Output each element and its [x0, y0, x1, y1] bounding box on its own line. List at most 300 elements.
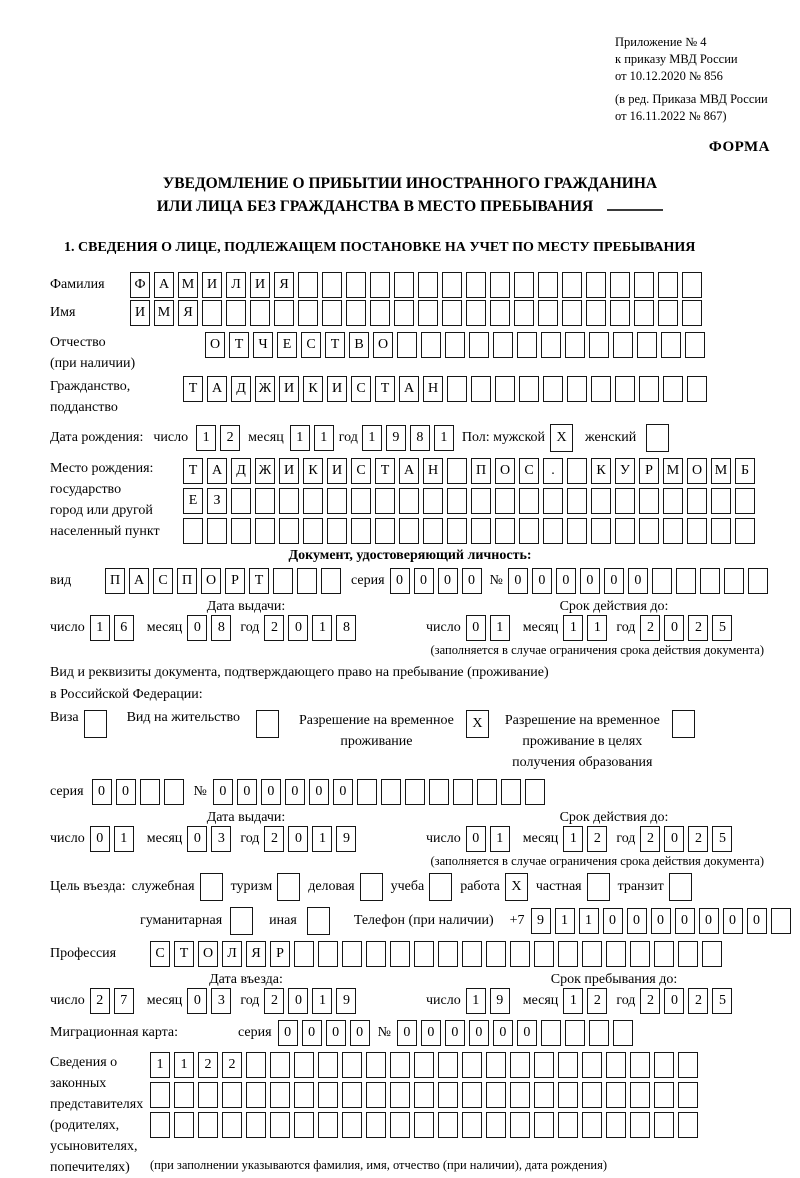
- char-cell[interactable]: [423, 518, 443, 544]
- char-cell[interactable]: 0: [651, 908, 671, 934]
- char-cell[interactable]: 1: [490, 615, 510, 641]
- char-cell[interactable]: [637, 332, 657, 358]
- char-cell[interactable]: [495, 518, 515, 544]
- char-cell[interactable]: [438, 1112, 458, 1138]
- char-cell[interactable]: Н: [423, 376, 443, 402]
- char-cell[interactable]: [462, 1112, 482, 1138]
- char-cell[interactable]: [586, 272, 606, 298]
- char-cell[interactable]: [486, 941, 506, 967]
- char-cell[interactable]: [663, 488, 683, 514]
- char-cell[interactable]: [471, 518, 491, 544]
- char-cell[interactable]: [342, 1082, 362, 1108]
- char-cell[interactable]: 1: [150, 1052, 170, 1078]
- char-cell[interactable]: [231, 518, 251, 544]
- char-cell[interactable]: 1: [196, 425, 216, 451]
- char-cell[interactable]: [534, 1112, 554, 1138]
- char-cell[interactable]: [543, 488, 563, 514]
- char-cell[interactable]: [226, 300, 246, 326]
- char-cell[interactable]: [486, 1052, 506, 1078]
- char-cell[interactable]: 6: [114, 615, 134, 641]
- char-cell[interactable]: [490, 300, 510, 326]
- char-cell[interactable]: О: [198, 941, 218, 967]
- char-cell[interactable]: И: [202, 272, 222, 298]
- char-cell[interactable]: 0: [517, 1020, 537, 1046]
- char-cell[interactable]: [700, 568, 720, 594]
- char-cell[interactable]: [423, 488, 443, 514]
- char-cell[interactable]: [447, 488, 467, 514]
- char-cell[interactable]: [748, 568, 768, 594]
- char-cell[interactable]: [486, 1112, 506, 1138]
- char-cell[interactable]: [150, 1112, 170, 1138]
- char-cell[interactable]: [447, 518, 467, 544]
- char-cell[interactable]: А: [207, 376, 227, 402]
- char-cell[interactable]: [370, 272, 390, 298]
- checkbox[interactable]: [230, 907, 253, 935]
- char-cell[interactable]: 0: [421, 1020, 441, 1046]
- char-cell[interactable]: 0: [278, 1020, 298, 1046]
- char-cell[interactable]: 1: [587, 615, 607, 641]
- char-cell[interactable]: [634, 300, 654, 326]
- char-cell[interactable]: О: [201, 568, 221, 594]
- char-cell[interactable]: Е: [183, 488, 203, 514]
- char-cell[interactable]: [255, 518, 275, 544]
- char-cell[interactable]: 0: [462, 568, 482, 594]
- char-cell[interactable]: [442, 300, 462, 326]
- char-cell[interactable]: О: [495, 458, 515, 484]
- char-cell[interactable]: [630, 1112, 650, 1138]
- char-cell[interactable]: [630, 1052, 650, 1078]
- char-cell[interactable]: [606, 941, 626, 967]
- char-cell[interactable]: [567, 518, 587, 544]
- char-cell[interactable]: [279, 518, 299, 544]
- checkbox[interactable]: X: [550, 424, 573, 452]
- char-cell[interactable]: М: [178, 272, 198, 298]
- char-cell[interactable]: 1: [314, 425, 334, 451]
- char-cell[interactable]: [538, 272, 558, 298]
- char-cell[interactable]: [610, 272, 630, 298]
- char-cell[interactable]: И: [130, 300, 150, 326]
- char-cell[interactable]: К: [303, 376, 323, 402]
- char-cell[interactable]: [678, 941, 698, 967]
- checkbox[interactable]: [429, 873, 452, 901]
- char-cell[interactable]: [438, 1082, 458, 1108]
- char-cell[interactable]: 8: [211, 615, 231, 641]
- char-cell[interactable]: [630, 1082, 650, 1108]
- char-cell[interactable]: 0: [302, 1020, 322, 1046]
- char-cell[interactable]: 8: [410, 425, 430, 451]
- char-cell[interactable]: 0: [187, 615, 207, 641]
- char-cell[interactable]: [462, 941, 482, 967]
- char-cell[interactable]: 3: [211, 988, 231, 1014]
- char-cell[interactable]: С: [519, 458, 539, 484]
- char-cell[interactable]: Т: [375, 376, 395, 402]
- char-cell[interactable]: [294, 941, 314, 967]
- char-cell[interactable]: 0: [285, 779, 305, 805]
- char-cell[interactable]: 0: [675, 908, 695, 934]
- char-cell[interactable]: [495, 488, 515, 514]
- char-cell[interactable]: 1: [362, 425, 382, 451]
- char-cell[interactable]: А: [129, 568, 149, 594]
- char-cell[interactable]: Я: [178, 300, 198, 326]
- char-cell[interactable]: А: [207, 458, 227, 484]
- char-cell[interactable]: 0: [261, 779, 281, 805]
- char-cell[interactable]: 5: [712, 826, 732, 852]
- checkbox[interactable]: [669, 873, 692, 901]
- char-cell[interactable]: [327, 518, 347, 544]
- char-cell[interactable]: 2: [220, 425, 240, 451]
- char-cell[interactable]: [652, 568, 672, 594]
- char-cell[interactable]: С: [153, 568, 173, 594]
- char-cell[interactable]: 2: [264, 988, 284, 1014]
- char-cell[interactable]: [663, 518, 683, 544]
- char-cell[interactable]: 5: [712, 615, 732, 641]
- char-cell[interactable]: [294, 1112, 314, 1138]
- char-cell[interactable]: 2: [640, 988, 660, 1014]
- char-cell[interactable]: [682, 300, 702, 326]
- char-cell[interactable]: [606, 1052, 626, 1078]
- char-cell[interactable]: [357, 779, 377, 805]
- char-cell[interactable]: 0: [580, 568, 600, 594]
- char-cell[interactable]: 0: [326, 1020, 346, 1046]
- char-cell[interactable]: [514, 300, 534, 326]
- char-cell[interactable]: Р: [639, 458, 659, 484]
- char-cell[interactable]: [174, 1112, 194, 1138]
- char-cell[interactable]: [771, 908, 791, 934]
- char-cell[interactable]: [207, 518, 227, 544]
- char-cell[interactable]: Я: [274, 272, 294, 298]
- char-cell[interactable]: [565, 332, 585, 358]
- char-cell[interactable]: [255, 488, 275, 514]
- char-cell[interactable]: [273, 568, 293, 594]
- char-cell[interactable]: [414, 1082, 434, 1108]
- char-cell[interactable]: [654, 1052, 674, 1078]
- checkbox[interactable]: [587, 873, 610, 901]
- char-cell[interactable]: [582, 1082, 602, 1108]
- char-cell[interactable]: [438, 1052, 458, 1078]
- char-cell[interactable]: [514, 272, 534, 298]
- char-cell[interactable]: П: [177, 568, 197, 594]
- char-cell[interactable]: 8: [336, 615, 356, 641]
- char-cell[interactable]: И: [327, 458, 347, 484]
- char-cell[interactable]: 0: [438, 568, 458, 594]
- checkbox[interactable]: [646, 424, 669, 452]
- char-cell[interactable]: [370, 300, 390, 326]
- char-cell[interactable]: [150, 1082, 170, 1108]
- char-cell[interactable]: [246, 1082, 266, 1108]
- char-cell[interactable]: [541, 332, 561, 358]
- char-cell[interactable]: 0: [664, 615, 684, 641]
- char-cell[interactable]: [519, 518, 539, 544]
- char-cell[interactable]: 1: [290, 425, 310, 451]
- char-cell[interactable]: О: [205, 332, 225, 358]
- char-cell[interactable]: 2: [688, 988, 708, 1014]
- char-cell[interactable]: [567, 376, 587, 402]
- char-cell[interactable]: [678, 1112, 698, 1138]
- char-cell[interactable]: [525, 779, 545, 805]
- char-cell[interactable]: [390, 1112, 410, 1138]
- char-cell[interactable]: [477, 779, 497, 805]
- char-cell[interactable]: М: [154, 300, 174, 326]
- char-cell[interactable]: 2: [587, 826, 607, 852]
- char-cell[interactable]: [442, 272, 462, 298]
- char-cell[interactable]: 2: [640, 615, 660, 641]
- char-cell[interactable]: [318, 1052, 338, 1078]
- char-cell[interactable]: [517, 332, 537, 358]
- checkbox[interactable]: X: [505, 873, 528, 901]
- char-cell[interactable]: Т: [183, 376, 203, 402]
- char-cell[interactable]: 1: [490, 826, 510, 852]
- char-cell[interactable]: [418, 300, 438, 326]
- char-cell[interactable]: 1: [563, 988, 583, 1014]
- char-cell[interactable]: [562, 272, 582, 298]
- char-cell[interactable]: [471, 376, 491, 402]
- char-cell[interactable]: У: [615, 458, 635, 484]
- char-cell[interactable]: [543, 376, 563, 402]
- char-cell[interactable]: 2: [688, 826, 708, 852]
- char-cell[interactable]: И: [279, 376, 299, 402]
- char-cell[interactable]: [711, 518, 731, 544]
- char-cell[interactable]: [351, 488, 371, 514]
- char-cell[interactable]: [658, 272, 678, 298]
- char-cell[interactable]: 1: [466, 988, 486, 1014]
- char-cell[interactable]: [562, 300, 582, 326]
- char-cell[interactable]: [634, 272, 654, 298]
- char-cell[interactable]: [493, 332, 513, 358]
- char-cell[interactable]: 0: [723, 908, 743, 934]
- char-cell[interactable]: 0: [699, 908, 719, 934]
- char-cell[interactable]: [510, 1052, 530, 1078]
- char-cell[interactable]: [321, 568, 341, 594]
- char-cell[interactable]: [589, 1020, 609, 1046]
- char-cell[interactable]: [390, 941, 410, 967]
- char-cell[interactable]: [543, 518, 563, 544]
- char-cell[interactable]: [327, 488, 347, 514]
- char-cell[interactable]: Ж: [255, 376, 275, 402]
- char-cell[interactable]: [390, 1052, 410, 1078]
- char-cell[interactable]: [702, 941, 722, 967]
- char-cell[interactable]: [279, 488, 299, 514]
- char-cell[interactable]: [538, 300, 558, 326]
- char-cell[interactable]: [510, 1082, 530, 1108]
- checkbox[interactable]: [307, 907, 330, 935]
- char-cell[interactable]: [541, 1020, 561, 1046]
- char-cell[interactable]: 0: [187, 988, 207, 1014]
- char-cell[interactable]: [250, 300, 270, 326]
- char-cell[interactable]: [462, 1052, 482, 1078]
- char-cell[interactable]: [164, 779, 184, 805]
- char-cell[interactable]: [322, 300, 342, 326]
- char-cell[interactable]: 2: [222, 1052, 242, 1078]
- char-cell[interactable]: 2: [264, 615, 284, 641]
- checkbox[interactable]: [256, 710, 279, 738]
- char-cell[interactable]: [567, 458, 587, 484]
- char-cell[interactable]: 0: [747, 908, 767, 934]
- char-cell[interactable]: [346, 300, 366, 326]
- checkbox[interactable]: [84, 710, 107, 738]
- char-cell[interactable]: [735, 518, 755, 544]
- char-cell[interactable]: [639, 488, 659, 514]
- char-cell[interactable]: [231, 488, 251, 514]
- char-cell[interactable]: [630, 941, 650, 967]
- char-cell[interactable]: [346, 272, 366, 298]
- char-cell[interactable]: [366, 1112, 386, 1138]
- char-cell[interactable]: Т: [174, 941, 194, 967]
- char-cell[interactable]: [198, 1082, 218, 1108]
- checkbox[interactable]: X: [466, 710, 489, 738]
- char-cell[interactable]: 0: [92, 779, 112, 805]
- char-cell[interactable]: [663, 376, 683, 402]
- char-cell[interactable]: С: [351, 458, 371, 484]
- char-cell[interactable]: 0: [532, 568, 552, 594]
- char-cell[interactable]: [429, 779, 449, 805]
- char-cell[interactable]: [421, 332, 441, 358]
- char-cell[interactable]: 1: [434, 425, 454, 451]
- char-cell[interactable]: 0: [508, 568, 528, 594]
- char-cell[interactable]: [375, 518, 395, 544]
- char-cell[interactable]: К: [591, 458, 611, 484]
- char-cell[interactable]: [724, 568, 744, 594]
- char-cell[interactable]: 0: [187, 826, 207, 852]
- char-cell[interactable]: [414, 1052, 434, 1078]
- char-cell[interactable]: [639, 376, 659, 402]
- char-cell[interactable]: [447, 376, 467, 402]
- char-cell[interactable]: 0: [288, 826, 308, 852]
- char-cell[interactable]: [399, 488, 419, 514]
- char-cell[interactable]: [399, 518, 419, 544]
- char-cell[interactable]: [270, 1052, 290, 1078]
- char-cell[interactable]: [414, 1112, 434, 1138]
- char-cell[interactable]: [615, 518, 635, 544]
- char-cell[interactable]: 1: [563, 826, 583, 852]
- char-cell[interactable]: 0: [627, 908, 647, 934]
- char-cell[interactable]: 0: [466, 615, 486, 641]
- char-cell[interactable]: [270, 1082, 290, 1108]
- char-cell[interactable]: [246, 1052, 266, 1078]
- char-cell[interactable]: [687, 488, 707, 514]
- char-cell[interactable]: [375, 488, 395, 514]
- char-cell[interactable]: Д: [231, 376, 251, 402]
- char-cell[interactable]: Н: [423, 458, 443, 484]
- char-cell[interactable]: 5: [712, 988, 732, 1014]
- char-cell[interactable]: 9: [336, 988, 356, 1014]
- char-cell[interactable]: Т: [375, 458, 395, 484]
- char-cell[interactable]: Р: [270, 941, 290, 967]
- char-cell[interactable]: [405, 779, 425, 805]
- char-cell[interactable]: [342, 1052, 362, 1078]
- char-cell[interactable]: [654, 1112, 674, 1138]
- char-cell[interactable]: Ж: [255, 458, 275, 484]
- char-cell[interactable]: .: [543, 458, 563, 484]
- char-cell[interactable]: [303, 518, 323, 544]
- char-cell[interactable]: [318, 1082, 338, 1108]
- char-cell[interactable]: [658, 300, 678, 326]
- char-cell[interactable]: [342, 941, 362, 967]
- char-cell[interactable]: [639, 518, 659, 544]
- char-cell[interactable]: [303, 488, 323, 514]
- char-cell[interactable]: [274, 300, 294, 326]
- char-cell[interactable]: 0: [309, 779, 329, 805]
- char-cell[interactable]: Е: [277, 332, 297, 358]
- char-cell[interactable]: 0: [333, 779, 353, 805]
- char-cell[interactable]: [486, 1082, 506, 1108]
- char-cell[interactable]: 0: [664, 826, 684, 852]
- char-cell[interactable]: [351, 518, 371, 544]
- char-cell[interactable]: 0: [628, 568, 648, 594]
- char-cell[interactable]: [466, 300, 486, 326]
- char-cell[interactable]: 1: [174, 1052, 194, 1078]
- char-cell[interactable]: 2: [587, 988, 607, 1014]
- char-cell[interactable]: 2: [90, 988, 110, 1014]
- char-cell[interactable]: 0: [288, 615, 308, 641]
- char-cell[interactable]: 0: [445, 1020, 465, 1046]
- char-cell[interactable]: [366, 1082, 386, 1108]
- char-cell[interactable]: [462, 1082, 482, 1108]
- char-cell[interactable]: 2: [688, 615, 708, 641]
- char-cell[interactable]: [685, 332, 705, 358]
- char-cell[interactable]: Т: [249, 568, 269, 594]
- checkbox[interactable]: [277, 873, 300, 901]
- checkbox[interactable]: [672, 710, 695, 738]
- char-cell[interactable]: 2: [198, 1052, 218, 1078]
- char-cell[interactable]: 1: [555, 908, 575, 934]
- char-cell[interactable]: Ф: [130, 272, 150, 298]
- char-cell[interactable]: [298, 272, 318, 298]
- char-cell[interactable]: 0: [469, 1020, 489, 1046]
- char-cell[interactable]: [270, 1112, 290, 1138]
- char-cell[interactable]: 7: [114, 988, 134, 1014]
- char-cell[interactable]: [567, 488, 587, 514]
- char-cell[interactable]: [591, 518, 611, 544]
- char-cell[interactable]: 9: [336, 826, 356, 852]
- char-cell[interactable]: 9: [531, 908, 551, 934]
- char-cell[interactable]: И: [279, 458, 299, 484]
- char-cell[interactable]: [390, 1082, 410, 1108]
- char-cell[interactable]: Л: [222, 941, 242, 967]
- char-cell[interactable]: [510, 941, 530, 967]
- char-cell[interactable]: В: [349, 332, 369, 358]
- char-cell[interactable]: 1: [312, 988, 332, 1014]
- char-cell[interactable]: П: [105, 568, 125, 594]
- char-cell[interactable]: [519, 376, 539, 402]
- char-cell[interactable]: [445, 332, 465, 358]
- char-cell[interactable]: [294, 1052, 314, 1078]
- char-cell[interactable]: 2: [640, 826, 660, 852]
- char-cell[interactable]: [661, 332, 681, 358]
- char-cell[interactable]: 1: [114, 826, 134, 852]
- char-cell[interactable]: Я: [246, 941, 266, 967]
- char-cell[interactable]: [495, 376, 515, 402]
- char-cell[interactable]: Л: [226, 272, 246, 298]
- char-cell[interactable]: А: [399, 376, 419, 402]
- char-cell[interactable]: [534, 1082, 554, 1108]
- char-cell[interactable]: 0: [493, 1020, 513, 1046]
- char-cell[interactable]: [582, 1052, 602, 1078]
- char-cell[interactable]: С: [351, 376, 371, 402]
- char-cell[interactable]: [654, 1082, 674, 1108]
- char-cell[interactable]: [519, 488, 539, 514]
- char-cell[interactable]: [453, 779, 473, 805]
- char-cell[interactable]: [318, 1112, 338, 1138]
- char-cell[interactable]: [613, 332, 633, 358]
- char-cell[interactable]: [654, 941, 674, 967]
- char-cell[interactable]: [589, 332, 609, 358]
- char-cell[interactable]: [711, 488, 731, 514]
- char-cell[interactable]: 0: [116, 779, 136, 805]
- char-cell[interactable]: [174, 1082, 194, 1108]
- char-cell[interactable]: [394, 272, 414, 298]
- char-cell[interactable]: [534, 941, 554, 967]
- char-cell[interactable]: [198, 1112, 218, 1138]
